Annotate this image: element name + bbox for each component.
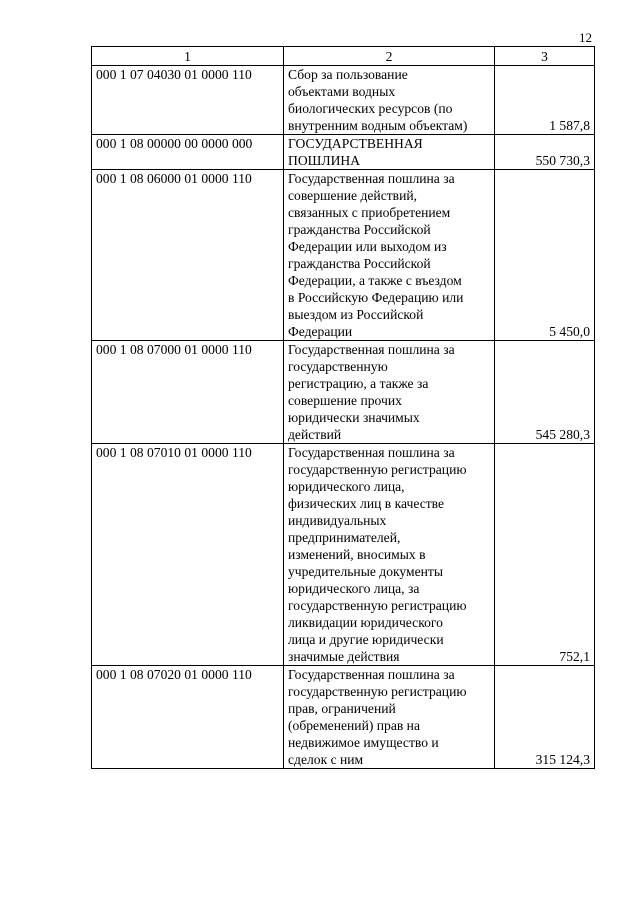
revenue-name-cell: Государственная пошлина за государственную регистрацию юридического лица, физических лиц в качестве индивидуальных предпринимателей, изменений, вносимых в учредительные документы юридического лица, за государственную регистрацию ликвидации юридического лица и другие юридически значимые действия	[284, 444, 495, 666]
budget-revenue-table	[91, 46, 595, 769]
table-row	[92, 66, 595, 135]
budget-code-cell: 000 1 08 07000 01 0000 110	[92, 341, 284, 444]
budget-code-cell: 000 1 07 04030 01 0000 110	[92, 66, 284, 135]
table-row	[92, 135, 595, 170]
amount-cell: 315 124,3	[495, 666, 595, 769]
revenue-name-cell: Государственная пошлина за государственную регистрацию, а также за совершение прочих юридически значимых действий	[284, 341, 495, 444]
column-header-name: 2	[284, 47, 495, 66]
budget-code-cell: 000 1 08 06000 01 0000 110	[92, 170, 284, 341]
table-row	[92, 444, 595, 666]
column-header-code: 1	[92, 47, 284, 66]
revenue-name-cell: Государственная пошлина за государственную регистрацию прав, ограничений (обременений) прав на недвижимое имущество и сделок с ним	[284, 666, 495, 769]
budget-code-cell: 000 1 08 07020 01 0000 110	[92, 666, 284, 769]
revenue-name-cell: Сбор за пользование объектами водных биологических ресурсов (по внутренним водным объектам)	[284, 66, 495, 135]
amount-cell: 5 450,0	[495, 170, 595, 341]
revenue-name-cell: Государственная пошлина за совершение действий, связанных с приобретением гражданства Российской Федерации или выходом из гражданства Российской Федерации, а также с въездом в Российскую Федерацию или выездом из Российской Федерации	[284, 170, 495, 341]
amount-cell: 545 280,3	[495, 341, 595, 444]
table-header-row	[92, 47, 595, 66]
table-row	[92, 341, 595, 444]
amount-cell: 1 587,8	[495, 66, 595, 135]
amount-cell: 752,1	[495, 444, 595, 666]
column-header-amount: 3	[495, 47, 595, 66]
revenue-name-cell: ГОСУДАРСТВЕННАЯ ПОШЛИНА	[284, 135, 495, 170]
amount-cell: 550 730,3	[495, 135, 595, 170]
table-row	[92, 666, 595, 769]
table-row	[92, 170, 595, 341]
budget-code-cell: 000 1 08 00000 00 0000 000	[92, 135, 284, 170]
page-number: 12	[579, 30, 592, 45]
budget-code-cell: 000 1 08 07010 01 0000 110	[92, 444, 284, 666]
